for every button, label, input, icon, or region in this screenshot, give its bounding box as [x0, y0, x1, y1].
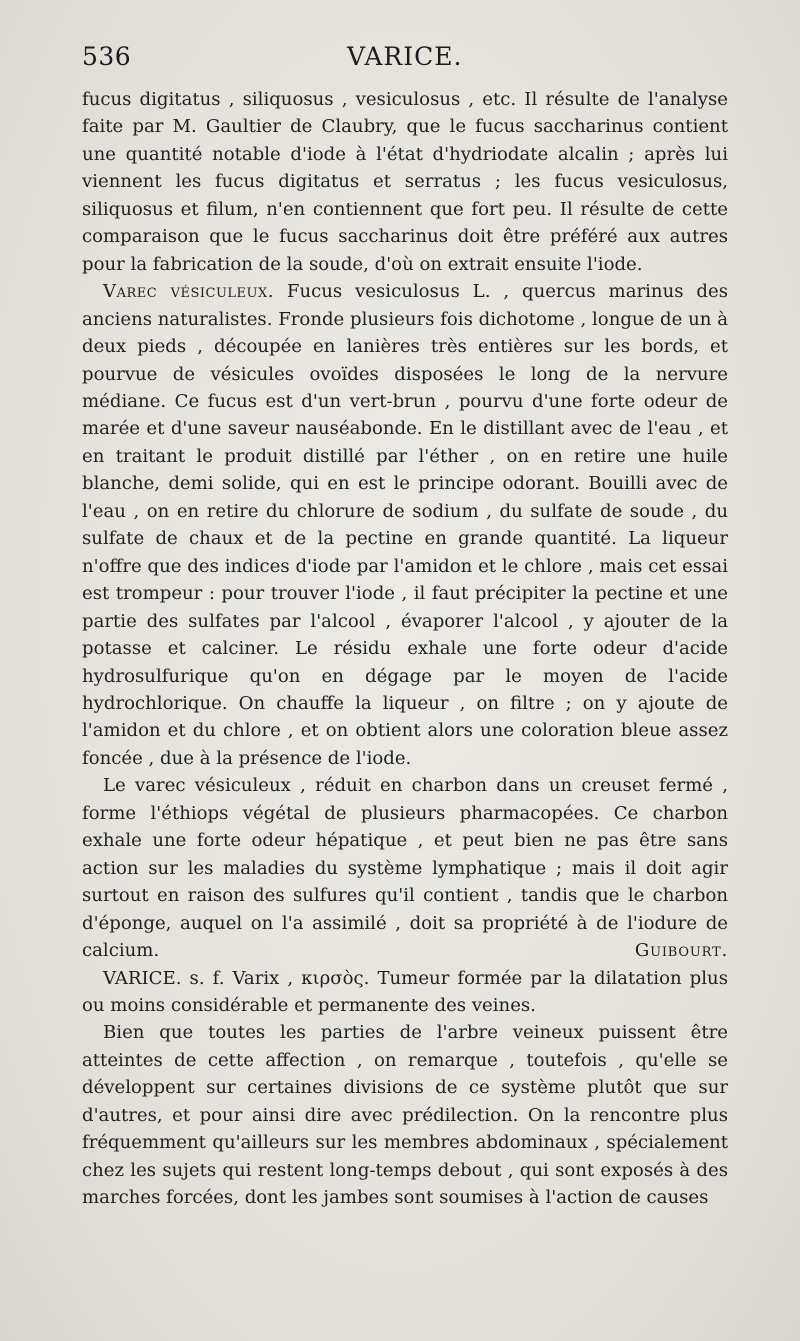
page-number: 536: [82, 42, 132, 71]
paragraph-varice-definition: [82, 965, 728, 1020]
paragraph-varec-vesiculeux: [82, 278, 728, 772]
entry-heading-varec: Varec vésiculeux.: [103, 281, 274, 303]
page-header: [82, 42, 728, 76]
author-signature: Guibourt.: [634, 940, 728, 962]
entry-heading-varice: VARICE. s. f.: [103, 967, 225, 989]
paragraph-ethiops: [82, 772, 728, 964]
running-head: VARICE.: [347, 42, 463, 71]
paragraph-ethiops-text: Le varec vésiculeux , réduit en charbon dans un creuset fermé , forme l'éthiops végétal de plusieurs pharmacopées. Ce charbon exhale une forte odeur hépatique , et peut bien ne pas être sans action sur les maladies du système lymphatique ; mais il doit agir surtout en raison des sulfures qu'il contient , tandis que le charbon d'éponge, auquel on l'a assimilé , doit sa propriété à de l'iodure de calcium.: [82, 775, 728, 962]
body-text: [82, 86, 728, 1212]
entry-body-varec: Fucus vesiculosus L. , quercus marinus des anciens naturalistes. Fronde plusieurs fois dichotome , longue de un à deux pieds , découpée en lanières très entières sur les bords, et pourvue de vésicules ovoïdes disposées le long de la nervure médiane. Ce fucus est d'un vert-brun , pourvu d'une forte odeur de marée et d'une saveur nauséabonde. En le distillant avec de l'eau , et en traitant le produit distillé par l'éther , on en retire une huile blanche, demi solide, qui en est le principe odorant. Bouilli avec de l'eau , on en retire du chlorure de sodium , du sulfate de soude , du sulfate de chaux et de la pectine en grande quantité. La liqueur n'offre que des indices d'iode par l'amidon et le chlore , mais cet essai est trompeur : pour trouver l'iode , il faut précipiter la pectine et une partie des sulfates par l'alcool , évaporer l'alcool , y ajouter de la potasse et calciner. Le résidu exhale une forte odeur d'acide hydrosulfurique qu'on en dégage par le moyen de l'acide hydrochlorique. On chauffe la liqueur , on filtre ; on y ajoute de l'amidon et du chlore , et on obtient alors une coloration bleue assez foncée , due à la présence de l'iode.: [82, 281, 729, 769]
paragraph-fucus-continuation: fucus digitatus , siliquosus , vesiculosus , etc. Il résulte de l'analyse faite par M. Gaultier de Claubry, que le fucus saccharinus contient une quantité notable d'iode à l'état d'hydriodate alcalin ; après lui viennent les fucus digitatus et serratus ; les fucus vesiculosus, siliquosus et filum, n'en contiennent que fort peu. Il résulte de cette comparaison que le fucus saccharinus doit être préféré aux autres pour la fabrication de la soude, d'où on extrait ensuite l'iode.: [82, 89, 728, 275]
paragraph-varice-description: Bien que toutes les parties de l'arbre veineux puissent être atteintes de cette affection , on remarque , toutefois , qu'elle se développent sur certaines divisions de ce système plutôt que sur d'autres, et pour ainsi dire avec prédilection. On la rencontre plus fréquemment qu'ailleurs sur les membres abdominaux , spécialement chez les sujets qui restent long-temps debout , qui sont exposés à des marches forcées, dont les jambes sont soumises à l'action de causes: [82, 1022, 728, 1209]
entry-body-varice: Varix , κιρσὸς. Tumeur formée par la dilatation plus ou moins considérable et permanente des veines.: [82, 967, 728, 1016]
